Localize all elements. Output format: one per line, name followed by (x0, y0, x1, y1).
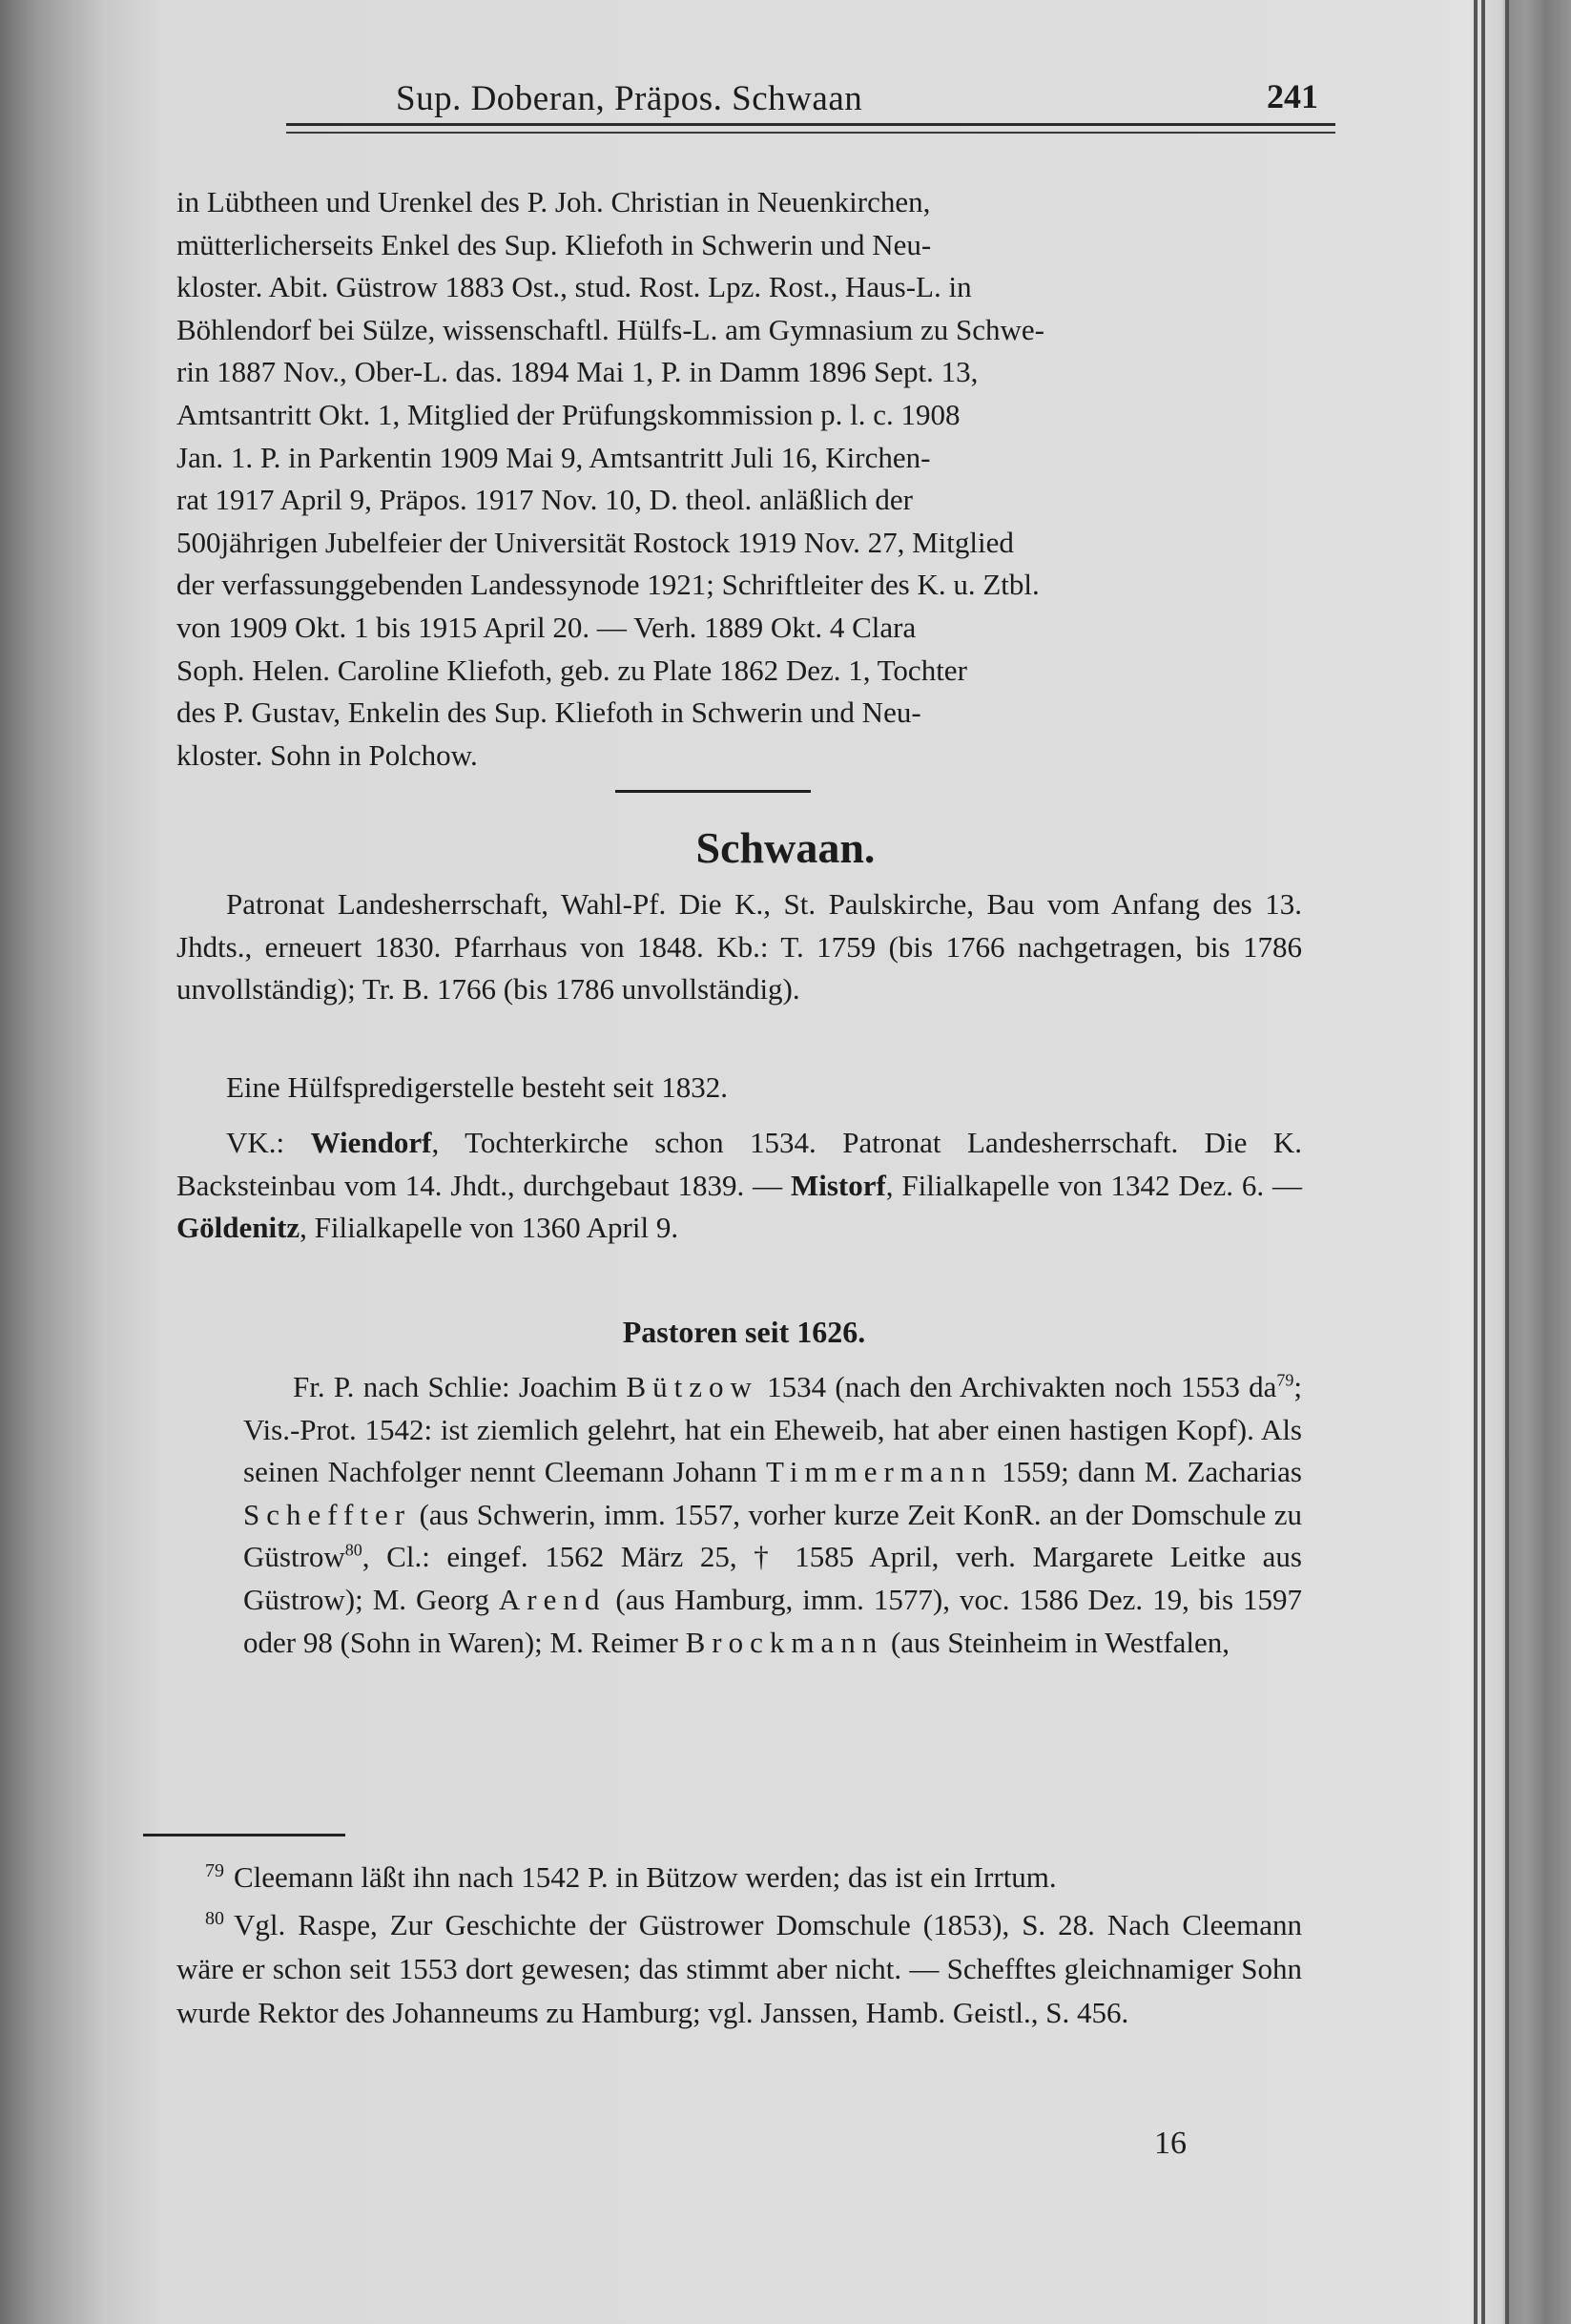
hilfsprediger-text: Eine Hülfspredigerstelle besteht seit 1832. (226, 1070, 729, 1104)
text-line: Soph. Helen. Caroline Kliefoth, geb. zu Plate 1862 Dez. 1, Tochter (176, 653, 967, 687)
pastors-text: 1534 (nach den Archivakten noch 1553 da (757, 1370, 1277, 1403)
pastors-text: 1559; dann M. Zacharias (992, 1455, 1302, 1489)
text-line: mütterlicherseits Enkel des Sup. Kliefoth in Schwerin und Neu- (176, 227, 932, 261)
patronat-text: Patronat Landesherrschaft, Wahl-Pf. Die K., St. Paulskirche, Bau vom Anfang des 13. Jhdts., erneuert 1830. Pfarrhaus von 1848. Kb.: T. 1759 (bis 1766 nachgetragen, bis 1786 unvollständig); Tr. B. 1766 (bis 1786 unvollständig). (176, 887, 1302, 1006)
text-line: Böhlendorf bei Sülze, wissenschaftl. Hülfs-L. am Gymnasium zu Schwe- (176, 312, 1045, 346)
footnote-number: 80 (205, 1907, 224, 1929)
pastors-text: , Cl.: eingef. 1562 März 25, † 1585 April, verh. Margarete Leitke aus Güstrow); M. Georg (243, 1540, 1302, 1616)
hilfsprediger-paragraph (176, 1067, 1302, 1110)
vk-text: , Filialkapelle von 1342 Dez. 6. — (885, 1168, 1302, 1202)
pastor-name: Timmermann (766, 1455, 993, 1489)
header-rule (286, 123, 1335, 126)
footnote-number: 79 (205, 1859, 224, 1881)
pastors-text: ; Vis.-Prot. 1542: ist ziemlich gelehrt, hat ein Eheweib, hat aber einen hastigen Kopf). Als seinen Nachfolger nennt Cleemann Johann (243, 1370, 1303, 1489)
patronat-paragraph (176, 883, 1302, 1011)
running-head-title: Sup. Doberan, Präpos. Schwaan (396, 79, 863, 118)
footnote-ref-80[interactable]: 80 (344, 1541, 362, 1561)
place-name-mistorf: Mistorf (790, 1168, 886, 1202)
footnote-ref-79[interactable]: 79 (1276, 1370, 1294, 1390)
pastors-text: (aus Hamburg, imm. 1577), voc. 1586 Dez. 19, bis 1597 oder 98 (Sohn in Waren); M. Reimer (243, 1582, 1302, 1659)
pastor-name: Brockmann (685, 1625, 884, 1659)
text-line: rin 1887 Nov., Ober-L. das. 1894 Mai 1, P. in Damm 1896 Sept. 13, (176, 355, 979, 389)
text-line: von 1909 Okt. 1 bis 1915 April 20. — Verh. 1889 Okt. 4 Clara (176, 610, 917, 644)
header-rule (286, 132, 1335, 134)
vk-paragraph (176, 1122, 1302, 1250)
pastors-heading: Pastoren seit 1626. (622, 1315, 866, 1349)
pastors-text: (aus Schwerin, imm. 1557, vorher kurze Zeit KonR. an der Domschule zu Güstrow (243, 1497, 1302, 1574)
continuation-paragraph (176, 181, 1302, 777)
running-head (286, 69, 1335, 135)
place-name-goldenitz: Göldenitz (176, 1211, 300, 1245)
pastor-name: Scheffter (243, 1497, 412, 1531)
pastor-name: Arend (498, 1582, 607, 1616)
pastors-paragraph (243, 1366, 1302, 1664)
footnote-rule (143, 1834, 345, 1836)
text-line: rat 1917 April 9, Präpos. 1917 Nov. 10, D. theol. anläßlich der (176, 483, 914, 517)
text-line: 500jährigen Jubelfeier der Universität Rostock 1919 Nov. 27, Mitglied (176, 525, 1014, 559)
section-title: Schwaan. (695, 823, 876, 872)
footnotes (176, 1856, 1302, 2039)
footnote-80 (176, 1903, 1302, 2035)
footnote-text: Cleemann läßt ihn nach 1542 P. in Bützow werden; das ist ein Irrtum. (234, 1860, 1057, 1894)
section-divider-rule (615, 790, 811, 793)
text-line: Jan. 1. P. in Parkentin 1909 Mai 9, Amtsantritt Juli 16, Kirchen- (176, 440, 931, 474)
pastor-name: Bützow (626, 1370, 758, 1403)
text-line: kloster. Sohn in Polchow. (176, 737, 478, 772)
place-name-wiendorf: Wiendorf (310, 1126, 432, 1159)
vk-text: , Filialkapelle von 1360 April 9. (300, 1211, 679, 1245)
signature-mark: 16 (1154, 2126, 1187, 2161)
vk-text: , Tochterkirche schon 1534. Patronat Landesherrschaft. Die K. Backsteinbau vom 14. Jhdt., durchgebaut 1839. — (176, 1126, 1302, 1202)
text-line: kloster. Abit. Güstrow 1883 Ost., stud. Rost. Lpz. Rost., Haus-L. in (176, 270, 972, 304)
pastors-text: Fr. P. nach Schlie: Joachim (293, 1370, 627, 1403)
text-line: des P. Gustav, Enkelin des Sup. Kliefoth in Schwerin und Neu- (176, 695, 921, 730)
text-line: der verfassunggebenden Landessynode 1921; Schriftleiter des K. u. Ztbl. (176, 568, 1040, 602)
text-line: Amtsantritt Okt. 1, Mitglied der Prüfungskommission p. l. c. 1908 (176, 397, 961, 431)
page-number: 241 (1267, 77, 1318, 115)
pastors-text: (aus Steinheim in Westfalen, (883, 1625, 1230, 1659)
text-line: in Lübtheen und Urenkel des P. Joh. Christian in Neuenkirchen, (176, 185, 931, 218)
vk-prefix: VK.: (226, 1126, 311, 1159)
footnote-text: Vgl. Raspe, Zur Geschichte der Güstrower Domschule (1853), S. 28. Nach Cleemann wäre er schon seit 1553 dort gewesen; das stimmt aber nicht. — Schefftes gleichnamiger Sohn wurde Rektor des Johanneums zu Hamburg; vgl. Janssen, Hamb. Geistl., S. 456. (176, 1908, 1302, 2029)
footnote-79 (176, 1856, 1302, 1899)
